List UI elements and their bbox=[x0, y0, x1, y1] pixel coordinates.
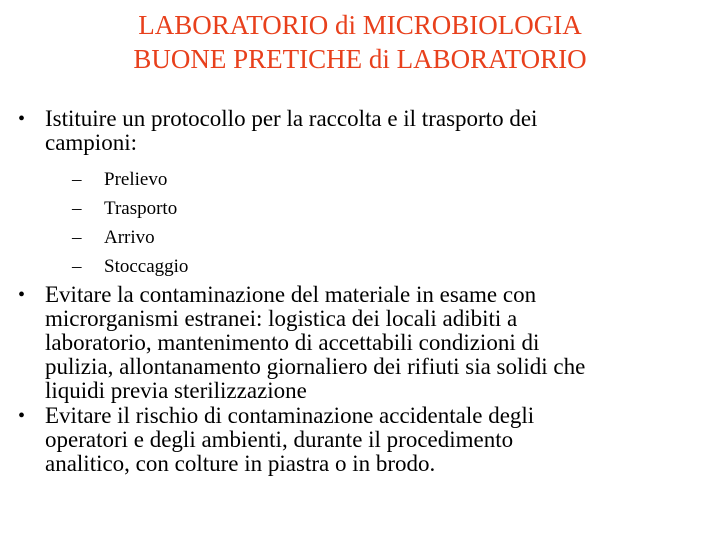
dash-marker: – bbox=[72, 227, 82, 248]
sub-item-label: Arrivo bbox=[104, 227, 155, 248]
bullet-text-line: Evitare il rischio di contaminazione accidentale degli bbox=[45, 403, 535, 428]
sub-item-stoccaggio bbox=[45, 252, 708, 281]
bullet-text-line: laboratorio, mantenimento di accettabili condizioni di bbox=[45, 330, 540, 355]
slide-title bbox=[0, 8, 720, 76]
bullet-text-line: microrganismi estranei: logistica dei locali adibiti a bbox=[45, 306, 518, 331]
sub-item-arrivo bbox=[45, 223, 708, 252]
bullet-contamination-material bbox=[18, 283, 708, 403]
bullet-text-line: campioni: bbox=[45, 130, 137, 155]
sub-item-prelievo bbox=[45, 165, 708, 194]
title-line-1: LABORATORIO di MICROBIOLOGIA bbox=[138, 10, 582, 40]
bullet-dot: • bbox=[18, 108, 26, 130]
bullet-text-line: Evitare la contaminazione del materiale in esame con bbox=[45, 282, 537, 307]
bullet-contamination-risk bbox=[18, 404, 708, 476]
sub-item-label: Prelievo bbox=[104, 169, 168, 190]
sub-item-label: Stoccaggio bbox=[104, 256, 189, 277]
bullet-text-line: pulizia, allontanamento giornaliero dei rifiuti sia solidi che bbox=[45, 354, 586, 379]
bullet-dot: • bbox=[18, 405, 26, 427]
bullet-text-line: liquidi previa sterilizzazione bbox=[45, 378, 307, 403]
sub-item-label: Trasporto bbox=[104, 198, 178, 219]
sub-item-trasporto bbox=[45, 194, 708, 223]
bullet-text-line: operatori e degli ambienti, durante il procedimento bbox=[45, 427, 514, 452]
bullet-protocol bbox=[18, 107, 708, 281]
dash-marker: – bbox=[72, 198, 82, 219]
dash-marker: – bbox=[72, 169, 82, 190]
bullet-text-line: Istituire un protocollo per la raccolta e il trasporto dei bbox=[45, 106, 538, 131]
dash-marker: – bbox=[72, 256, 82, 277]
bullet-dot: • bbox=[18, 284, 26, 306]
slide-body bbox=[18, 107, 708, 476]
bullet-text-line: analitico, con colture in piastra o in brodo. bbox=[45, 451, 436, 476]
sub-list bbox=[45, 165, 708, 281]
title-line-2: BUONE PRETICHE di LABORATORIO bbox=[133, 44, 587, 74]
